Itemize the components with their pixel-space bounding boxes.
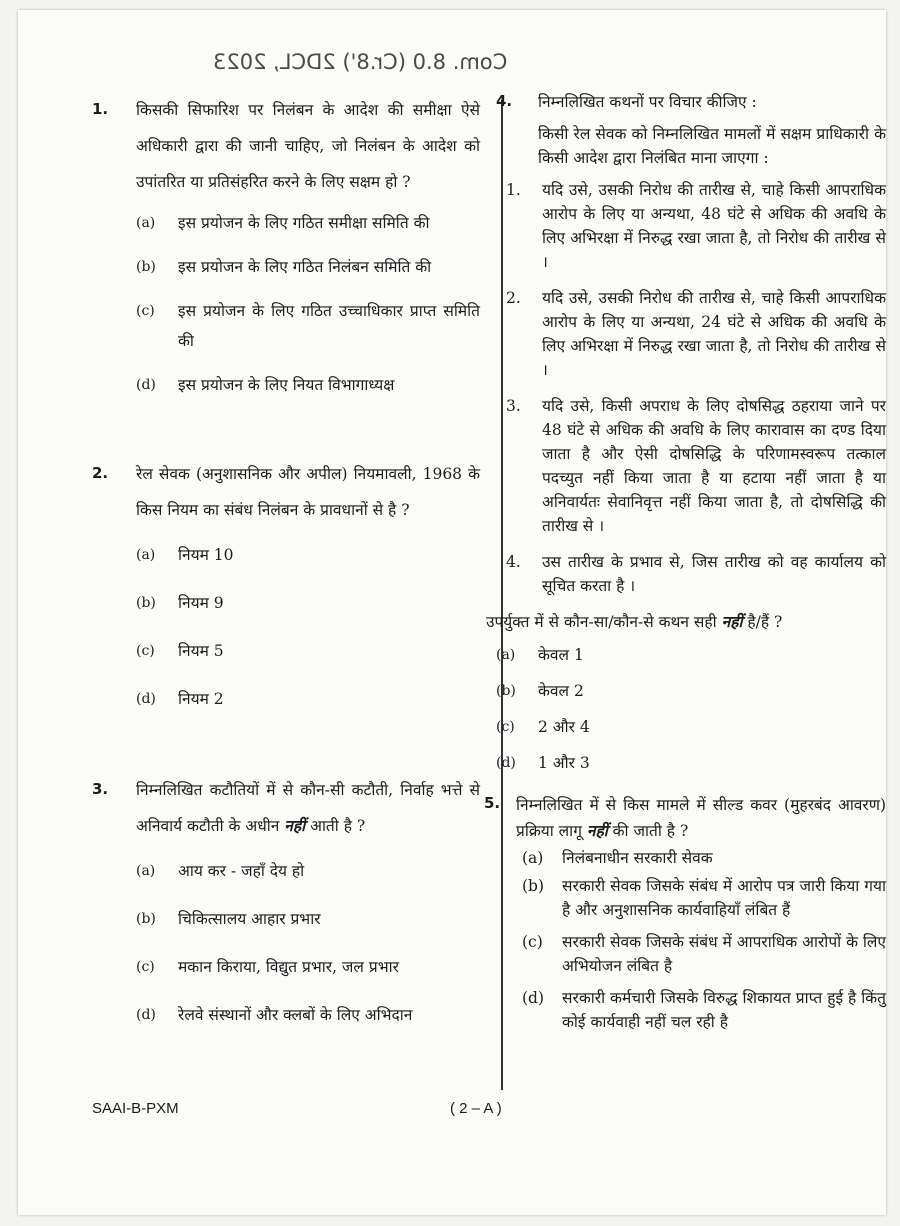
option-b: (b) इस प्रयोजन के लिए गठित निलंबन समिति की [136,258,432,276]
footer-page-number: ( 2 – A ) [450,1100,502,1117]
option-b: (b) नियम 9 [136,594,224,612]
option-d: (d) नियम 2 [136,690,224,708]
left-column [92,92,480,1030]
option-a: (a) नियम 10 [136,546,234,564]
option-d: (d) 1 और 3 [496,754,590,772]
question-number: 4. [496,92,513,110]
option-a: (a) निलंबनाधीन सरकारी सेवक [522,849,713,867]
question-number: 2. [92,464,109,482]
question-text: निम्नलिखित कटौतियों में से कौन-सी कटौती, निर्वाह भत्ते से अनिवार्य कटौती के अधीन नहीं आती है ? [136,781,480,835]
question-number: 3. [92,780,109,798]
statement-4: 4. उस तारीख के प्रभाव से, जिस तारीख को वह कार्यालय को सूचित करता है । [506,553,886,595]
emphasis-not: नहीं [721,612,743,631]
question-number: 1. [92,100,109,118]
question-4 [486,90,886,778]
question-text: निम्नलिखित में से किस मामले में सील्ड कवर (मुहरबंद आवरण) प्रक्रिया लागू नहीं की जाती है ? [516,796,886,840]
question-3 [92,772,480,1030]
statement-1: 1. यदि उसे, उसकी निरोध की तारीख से, चाहे किसी आपराधिक आरोप के लिए या अन्यथा, 48 घंटे से अधिक की अवधि के लिए अभिरक्षा में निरुद्ध रखा जाता है, तो निरोध की तारीख से । [506,181,886,271]
footer-paper-code: SAAI-B-PXM [92,1100,179,1117]
question-5 [484,792,886,1034]
emphasis-not: नहीं [284,816,306,835]
option-b: (b) केवल 2 [496,682,584,700]
emphasis-not: नहीं [586,821,608,840]
option-b: (b) चिकित्सालय आहार प्रभार [136,910,321,928]
statement-3: 3. यदि उसे, किसी अपराध के लिए दोषसिद्ध ठहराया जाने पर 48 घंटे से अधिक की अवधि के लिए कारावास का दण्ड दिया जाता है और ऐसी दोषसिद्धि के परिणामस्वरूप तत्काल पदच्युत नहीं किया जाता है या हटाया नहीं जाता है या अनिवार्यतः सेवानिवृत्त नहीं किया जाता है, तो दोषसिद्धि की तारीख से । [506,397,886,535]
question-stem: उपर्युक्त में से कौन-सा/कौन-से कथन सही नहीं है/हैं ? [486,612,783,631]
question-text: किसकी सिफारिश पर निलंबन के आदेश की समीक्षा ऐसे अधिकारी द्वारा की जानी चाहिए, जो निलंबन के आदेश को उपांतरित या प्रतिसंहरित करने के लिए सक्षम हो ? [136,101,480,191]
option-c: (c) 2 और 4 [496,718,590,736]
question-lead: किसी रेल सेवक को निम्नलिखित मामलों में सक्षम प्राधिकारी के किसी आदेश द्वारा निलंबित माना जाएगा : [538,125,886,167]
option-d: (d) सरकारी कर्मचारी जिसके विरुद्ध शिकायत प्राप्त हुई है किंतु कोई कार्यवाही नहीं चल रही है [522,989,886,1031]
option-b: (b) सरकारी सेवक जिसके संबंध में आरोप पत्र जारी किया गया है और अनुशासनिक कार्यवाहियाँ लंबित हैं [522,877,886,919]
option-a: (a) आय कर - जहाँ देय हो [136,862,305,880]
option-c: (c) नियम 5 [136,642,224,660]
right-column [484,90,886,1034]
option-a: (a) इस प्रयोजन के लिए गठित समीक्षा समिति की [136,214,430,232]
option-a: (a) केवल 1 [496,646,584,664]
question-1 [92,92,480,400]
question-intro: निम्नलिखित कथनों पर विचार कीजिए : [538,93,757,111]
option-c: (c) सरकारी सेवक जिसके संबंध में आपराधिक आरोपों के लिए अभियोजन लंबित है [522,933,886,975]
option-c: (c) इस प्रयोजन के लिए गठित उच्चाधिकार प्राप्त समिति की [136,302,480,350]
question-text: रेल सेवक (अनुशासनिक और अपील) नियमावली, 1968 के किस नियम का संबंध निलंबन के प्रावधानों से है ? [136,465,480,519]
option-c: (c) मकान किराया, विद्युत प्रभार, जल प्रभार [136,958,399,976]
option-d: (d) रेलवे संस्थानों और क्लबों के लिए अभिदान [136,1006,413,1024]
bleed-through-mirrored-header: Com. 8.0 (Cr.8') 2DCL, 2023 [213,50,508,74]
question-number: 5. [484,794,501,812]
question-2 [92,456,480,714]
statement-2: 2. यदि उसे, उसकी निरोध की तारीख से, चाहे किसी आपराधिक आरोप के लिए या अन्यथा, 24 घंटे से अधिक की अवधि के लिए अभिरक्षा में निरुद्ध रखा जाता है, तो निरोध की तारीख से । [506,289,886,379]
option-d: (d) इस प्रयोजन के लिए नियत विभागाध्यक्ष [136,376,395,394]
